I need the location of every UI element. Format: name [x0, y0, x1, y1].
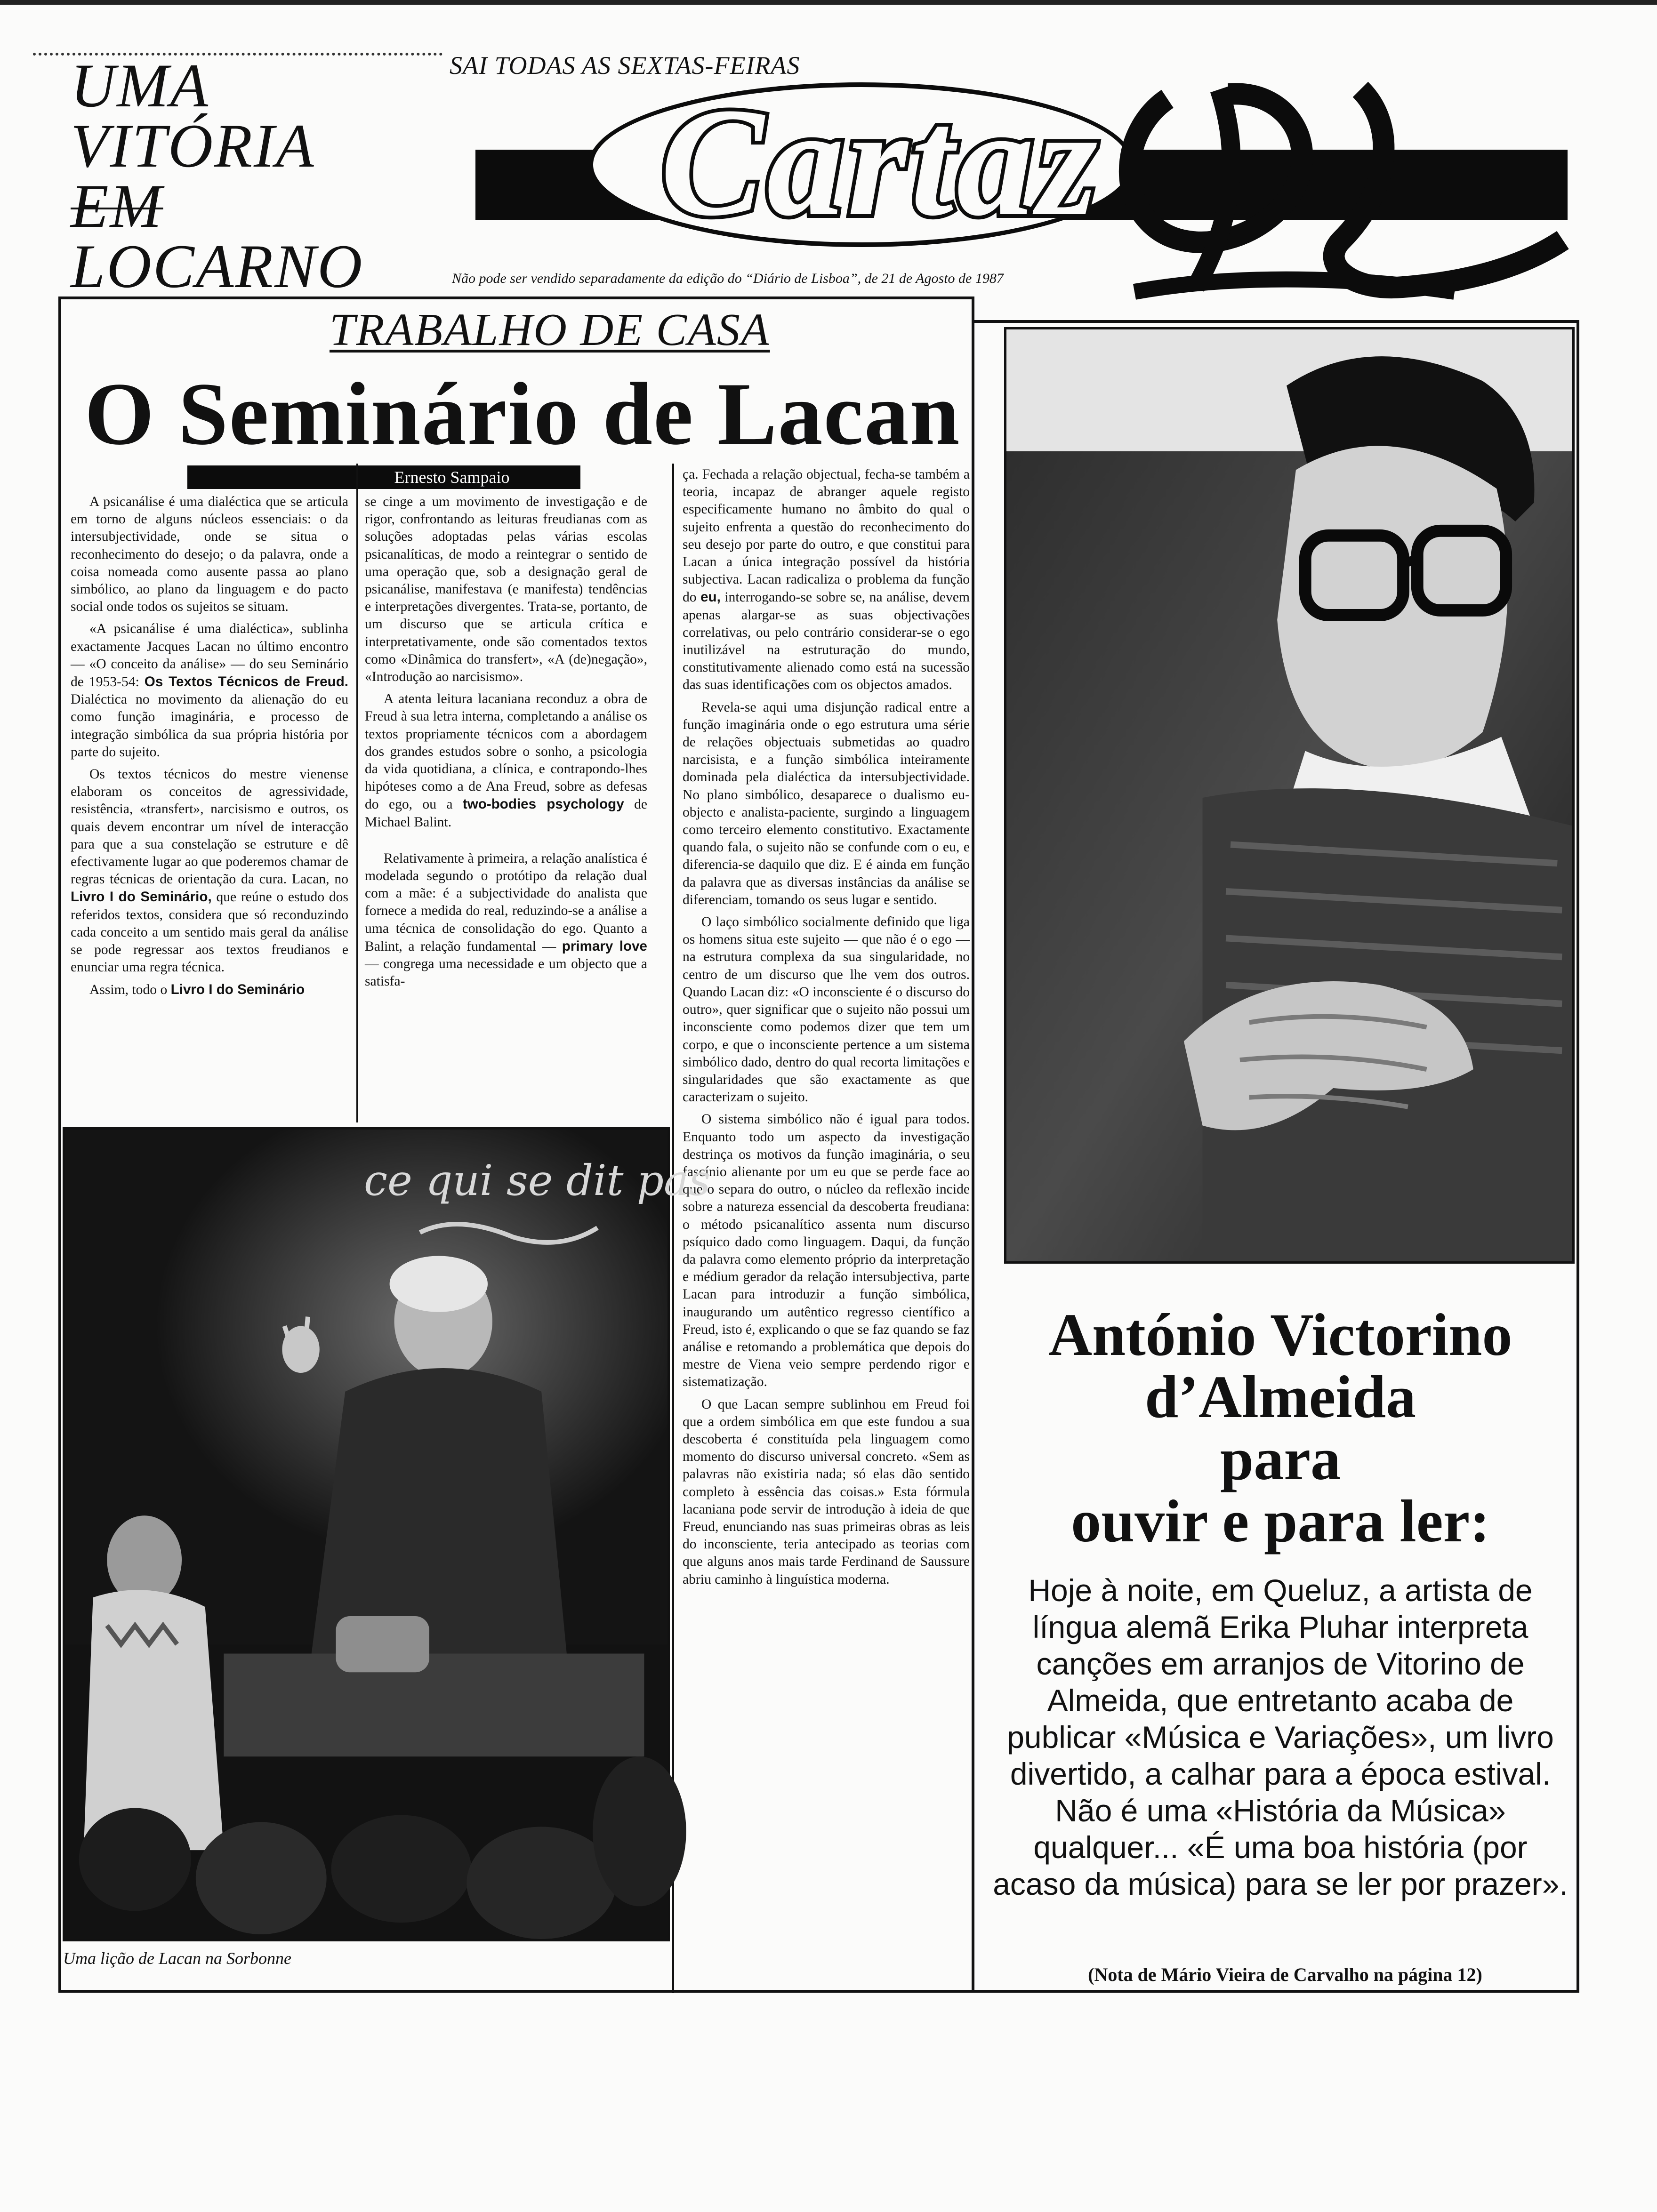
feature-headline-line: para — [1220, 1426, 1341, 1492]
feature-body: Hoje à noite, em Queluz, a artista de língua alemã Erika Pluhar interpreta canções em arranjos de Vitorino de Almeida, que entretanto acaba de publicar «Música e Variações», um livro divertido, a calhar para a época estival. Não é uma «História da Música» qualquer... «É uma boa história (por acaso da música) para se ler por prazer». — [993, 1573, 1568, 1901]
publication-schedule: SAI TODAS AS SEXTAS-FEIRAS — [450, 51, 800, 80]
lecture-photo-image — [65, 1130, 711, 1939]
text-run: Assim, todo o — [89, 982, 168, 998]
text-run: Relativamente à primeira, a relação analística é modelada segundo o protótipo da relação dual com a mãe: é a subjectividade do analista que fornece a medida do real, reduzindo-se a análise a uma técnica de consolidação do ego. Quanto a Balint, a relação fundamental — — [365, 850, 647, 954]
article-byline: Ernesto Sampaio — [362, 467, 541, 487]
kicker-headline — [71, 51, 400, 301]
bold-term: two-bodies psychology — [462, 796, 624, 812]
paragraph — [365, 690, 647, 831]
paragraph: O sistema simbólico não é igual para todos. Enquanto todo um aspecto da investigação destrinça os motivos da função imaginária, o seu fascínio alienante por um eu que se perde face ao que o separa do outro, o núcleo da reflexão incide sobre a natureza essencial da descoberta freudiana: o método psicanalítico assenta num discurso psíquico dado como linguagem. Daqui, da função da palavra como elemento próprio da interpretação e médium gerador da relação intersubjectiva, parte Lacan para introduzir a função simbólica, inaugurando um autêntico regresso científico a Freud, isto é, explicando o que se faz quando se faz análise e retomando a problemática que depois do mestre de Viena veio sempre perdendo rigor e sistematização. — [683, 1112, 970, 1390]
text-run: interrogando-se sobre se, na análise, devem apenas alargar-se as suas objectivações correlativas, ou pelo contrário considerar-se o ego inutilizável na estruturação do mundo, constitutivamente alienado como está na sucessão das suas identificações com os objectos amados. — [683, 590, 970, 693]
bold-title: Livro I do Seminário, — [71, 889, 212, 905]
bold-term: eu, — [700, 589, 721, 605]
lecture-photo — [63, 1127, 711, 1941]
feature-headline-line: António Victorino — [1048, 1301, 1512, 1368]
kicker-line: LOCARNO — [71, 232, 364, 301]
text-run: — congrega uma necessidade e um objecto que a satisfa- — [365, 956, 647, 989]
paragraph — [71, 620, 348, 761]
top-edge-rule — [0, 0, 1657, 5]
paragraph — [71, 766, 348, 976]
paragraph — [365, 850, 647, 991]
photo-caption: Uma lição de Lacan na Sorbonne — [63, 1949, 291, 1968]
paragraph: se cinge a um movimento de investigação e de rigor, confrontando as leituras freudianas com as soluções adoptadas pelas várias escolas psicanalíticas, de modo a reintegrar o sentido de uma operação que, sob a designação geral de psicanálise, manifestava (e manifesta) tendências e interpretações divergentes. Trata-se, portanto, de um discurso que se articula crítica e interpretativamente, onde são comentados textos como «Dinâmica do transfert», «A (de)negação», «Introdução ao narcisismo». — [365, 494, 647, 685]
feature-headline-line: d’Almeida — [1145, 1363, 1416, 1430]
sale-disclaimer: Não pode ser vendido separadamente da edição do “Diário de Lisboa”, de 21 de Agosto de 1987 — [452, 271, 1004, 286]
text-run: «A psicanálise é uma dialéctica», sublinha exactamente Jacques Lacan no último encontro — «O conceito da análise» — do seu Seminário de 1953-54: — [71, 621, 348, 690]
portrait-photo — [1004, 327, 1575, 1264]
portrait-photo-image — [1006, 329, 1572, 1261]
paragraph: O laço simbólico socialmente definido que liga os homens situa este sujeito — que não é o ego — na estrutura complexa da sua singularidade, no centro de um discurso que lhe vem dos outros. Quando Lacan diz: «O inconsciente é o discurso do outro», quer significar que o sujeito não possui um inconsciente como podemos dizer que tem um corpo, e que o inconsciente pertence a um sistema simbólico dado, dentro do qual recorta limitações e singularidades que são exactamente as que caracterizam o sujeito. — [683, 914, 970, 1105]
text-run: que reúne o estudo dos referidos textos, considera que só reconduzindo cada conceito a um sentido mais geral da análise se pode regressar aos textos freudianos e enunciar uma regra técnica. — [71, 890, 348, 975]
bold-title: Os Textos Técnicos de Freud. — [144, 674, 348, 690]
bold-term: primary love — [562, 938, 647, 954]
text-run: Os textos técnicos do mestre vienense elaboram os conceitos de agressividade, resistência, «transfert», narcisismo e outros, os quais devem encontrar um nível de interacção para que a sua constelação se estruture e dê efectivamente lugar ao que poderemos chamar de regras técnicas de orientação da cura. Lacan, no — [71, 767, 348, 887]
section-heading: TRABALHO DE CASA — [330, 305, 770, 355]
article-headline: O Seminário de Lacan — [84, 365, 961, 464]
blackboard-writing: ce qui se dit pas — [364, 1156, 711, 1206]
masthead-logo: Cartaz — [660, 76, 1101, 248]
bold-title: Livro I do Seminário — [170, 982, 305, 998]
kicker-line: UMA — [71, 51, 209, 120]
dl-monogram-logo — [1097, 71, 1577, 311]
article-column-1 — [71, 493, 348, 1124]
paragraph: Revela-se aqui uma disjunção radical entre a função imaginária onde o ego estrutura uma série de relações objectuais submetidas ao quadro narcisista, e a função simbólica inteiramente dominada pela dialéctica da intersubjectividade. No plano simbólico, desaparece o dualismo eu-objecto e analista-paciente, surgindo a linguagem como terceiro elemento constitutivo. Exactamente quando fala, o sujeito não se confunde com o eu, e diferencia-se daquilo que diz. E é ainda em função da palavra que as diversas instâncias da análise se diferenciam, tomando os seus lugar e sentido. — [683, 699, 970, 907]
article-column-2 — [365, 493, 647, 1143]
paragraph: A psicanálise é uma dialéctica que se articula em torno de alguns núcleos essenciais: o da intersubjectividade, onde se situa o reconhecimento do desejo; o da palavra, onde a coisa nomeada como ausente passa ao plano simbólico, ao plano da linguagem e do pacto social onde todos os sujeitos se situam. — [71, 494, 348, 615]
feature-headline — [984, 1301, 1577, 1555]
text-run: ça. Fechada a relação objectual, fecha-se também a teoria, incapaz de abranger aquele registo especificamente humano no âmbito do qual o sujeito enfrenta a questão do reconhecimento do seu desejo por parte do outro, e que constitui para Lacan a única integração possível da história subjectiva. Lacan radicaliza o problema da função do — [683, 467, 970, 605]
paragraph — [71, 981, 348, 999]
paragraph — [683, 466, 970, 694]
kicker-line: EM — [71, 171, 163, 240]
column-rule — [356, 464, 358, 1122]
column-rule — [672, 464, 674, 1993]
article-column-3 — [683, 466, 970, 1984]
feature-headline-line: ouvir e para ler: — [1071, 1488, 1490, 1555]
text-run: A atenta leitura lacaniana reconduz a obra de Freud à sua letra interna, completando a análise os textos propriamente técnicos com a abordagem dos grandes estudos sobre o sonho, a psicologia da vida quotidiana, a clínica, e contrapondo-lhes hipóteses como a de Ana Freud, sobre as defesas do ego, ou a — [365, 691, 647, 812]
text-run: de Michael Balint. — [365, 797, 647, 830]
feature-note: (Nota de Mário Vieira de Carvalho na página 12) — [1088, 1964, 1482, 1985]
paragraph: O que Lacan sempre sublinhou em Freud foi que a ordem simbólica em que este fundou a sua descoberta é constituída pela linguagem como momento do discurso universal concreto. «Sem as palavras não existiria nada; só elas dão sentido completo à essência das coisas.» Esta fórmula lacaniana pode servir de introdução à ideia de que Freud, enunciando nas suas primeiras obras as leis do inconsciente, teria antecipado as teorias com que alguns anos mais tarde Ferdinand de Saussure abriu caminho à linguística moderna. — [683, 1396, 970, 1587]
kicker-line: VITÓRIA — [71, 111, 315, 180]
text-run: Dialéctica no movimento da alienação do eu como função imaginária, e processo de integração simbólica da sua própria história por parte do sujeito. — [71, 692, 348, 760]
